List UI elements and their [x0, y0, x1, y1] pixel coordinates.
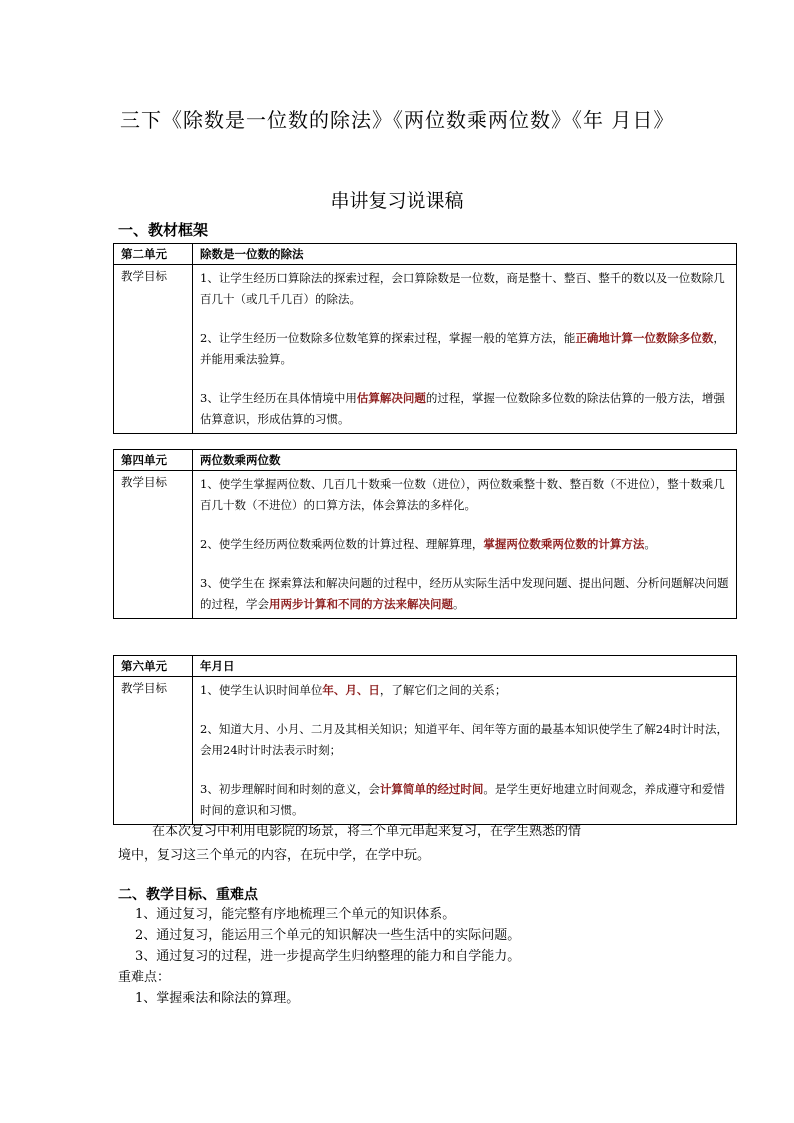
goal-text: 1、使学生掌握两位数、几百几十数乘一位数（进位），两位数乘整十数、整百数（不进位），整十数乘几百几十数（不进位）的口算方法，体会算法的多样化。 — [200, 477, 725, 512]
goal-text: 的过程，掌握一位数除多位数的除法估算的一般方法，增强估算意识，形成估算的习惯。 — [200, 391, 725, 426]
goal-paragraph — [200, 573, 729, 615]
goal-text: 1、让学生经历口算除法的探索过程，会口算除数是一位数，商是整十、整百、整千的数以及一位数除几百几十（或几千几百）的除法。 — [200, 271, 725, 306]
row-label: 教学目标 — [114, 265, 193, 434]
unit-goals — [193, 265, 737, 434]
goal-text: ，并能用乘法验算。 — [200, 331, 725, 366]
unit-topic: 年月日 — [193, 656, 737, 677]
goal-text: 。是学生更好地建立时间观念，养成遵守和爱惜时间的意识和习惯。 — [200, 782, 725, 817]
unit-name: 第二单元 — [114, 244, 193, 265]
goals-list — [118, 904, 738, 1009]
unit-goals — [193, 677, 737, 825]
goal-item: 2、通过复习，能运用三个单元的知识解决一些生活中的实际问题。 — [135, 928, 521, 943]
highlighted-text: 估算解决问题 — [356, 391, 426, 405]
goal-paragraph — [200, 719, 729, 761]
section-heading-goals: 二、教学目标、重难点 — [118, 887, 258, 903]
key-point-item: 1、掌握乘法和除法的算理。 — [135, 991, 300, 1006]
goal-paragraph — [200, 474, 729, 516]
goal-text: 3、使学生在 探索算法和解决问题的过程中，经历从实际生活中发现问题、提出问题、分析问题解决问题的过程，学会 — [200, 576, 729, 611]
unit-topic: 两位数乘两位数 — [193, 450, 737, 471]
unit-table-6 — [113, 655, 737, 825]
unit-table-4 — [113, 449, 737, 619]
page-title: 三下《除数是一位数的除法》《两位数乘两位数》《年 月日》 — [120, 108, 675, 132]
highlighted-text: 用两步计算和不同的方法来解决问题 — [269, 597, 453, 611]
goal-text: 1、使学生认识时间单位 — [200, 683, 323, 697]
row-label: 教学目标 — [114, 677, 193, 825]
goal-text: 。 — [644, 537, 656, 551]
highlighted-text: 掌握两位数乘两位数的计算方法 — [483, 537, 645, 551]
goal-paragraph — [200, 268, 729, 310]
unit-name: 第六单元 — [114, 656, 193, 677]
goal-paragraph — [200, 779, 729, 821]
row-label: 教学目标 — [114, 471, 193, 619]
goal-text: 2、使学生经历两位数乘两位数的计算过程、理解算理， — [200, 537, 484, 551]
goal-text: 3、让学生经历在具体情境中用 — [200, 391, 357, 405]
goal-item: 3、通过复习的过程，进一步提高学生归纳整理的能力和自学能力。 — [135, 949, 521, 964]
goal-text: 3、初步理解时间和时刻的意义，会 — [200, 782, 380, 796]
goal-text: 2、让学生经历一位数除多位数笔算的探索过程，掌握一般的笔算方法，能 — [200, 331, 576, 345]
unit-goals — [193, 471, 737, 619]
highlighted-text: 正确地计算一位数除多位数 — [575, 331, 714, 345]
unit-name: 第四单元 — [114, 450, 193, 471]
goal-paragraph — [200, 680, 729, 701]
goal-paragraph — [200, 388, 729, 430]
highlighted-text: 年、月、日 — [322, 683, 380, 697]
document-subtitle: 串讲复习说课稿 — [330, 190, 464, 212]
goal-text: ，了解它们之间的关系； — [379, 683, 507, 697]
summary-paragraph — [118, 820, 738, 868]
unit-topic: 除数是一位数的除法 — [193, 244, 737, 265]
unit-table-2 — [113, 243, 737, 434]
section-heading-framework: 一、教材框架 — [118, 221, 209, 239]
goal-item: 1、通过复习，能完整有序地梳理三个单元的知识体系。 — [135, 907, 456, 922]
goal-text: 。 — [453, 597, 465, 611]
highlighted-text: 计算简单的经过时间 — [379, 782, 484, 796]
key-points-label: 重难点： — [118, 970, 171, 985]
summary-line: 境中，复习这三个单元的内容，在玩中学，在学中玩。 — [118, 848, 431, 863]
goal-paragraph — [200, 328, 729, 370]
summary-line: 在本次复习中利用电影院的场景，将三个单元串起来复习，在学生熟悉的情 — [152, 824, 582, 839]
goal-text: 2、知道大月、小月、二月及其相关知识；知道平年、闰年等方面的最基本知识使学生了解24时计时法，会用24时计时法表示时刻； — [200, 722, 728, 757]
goal-paragraph — [200, 534, 729, 555]
